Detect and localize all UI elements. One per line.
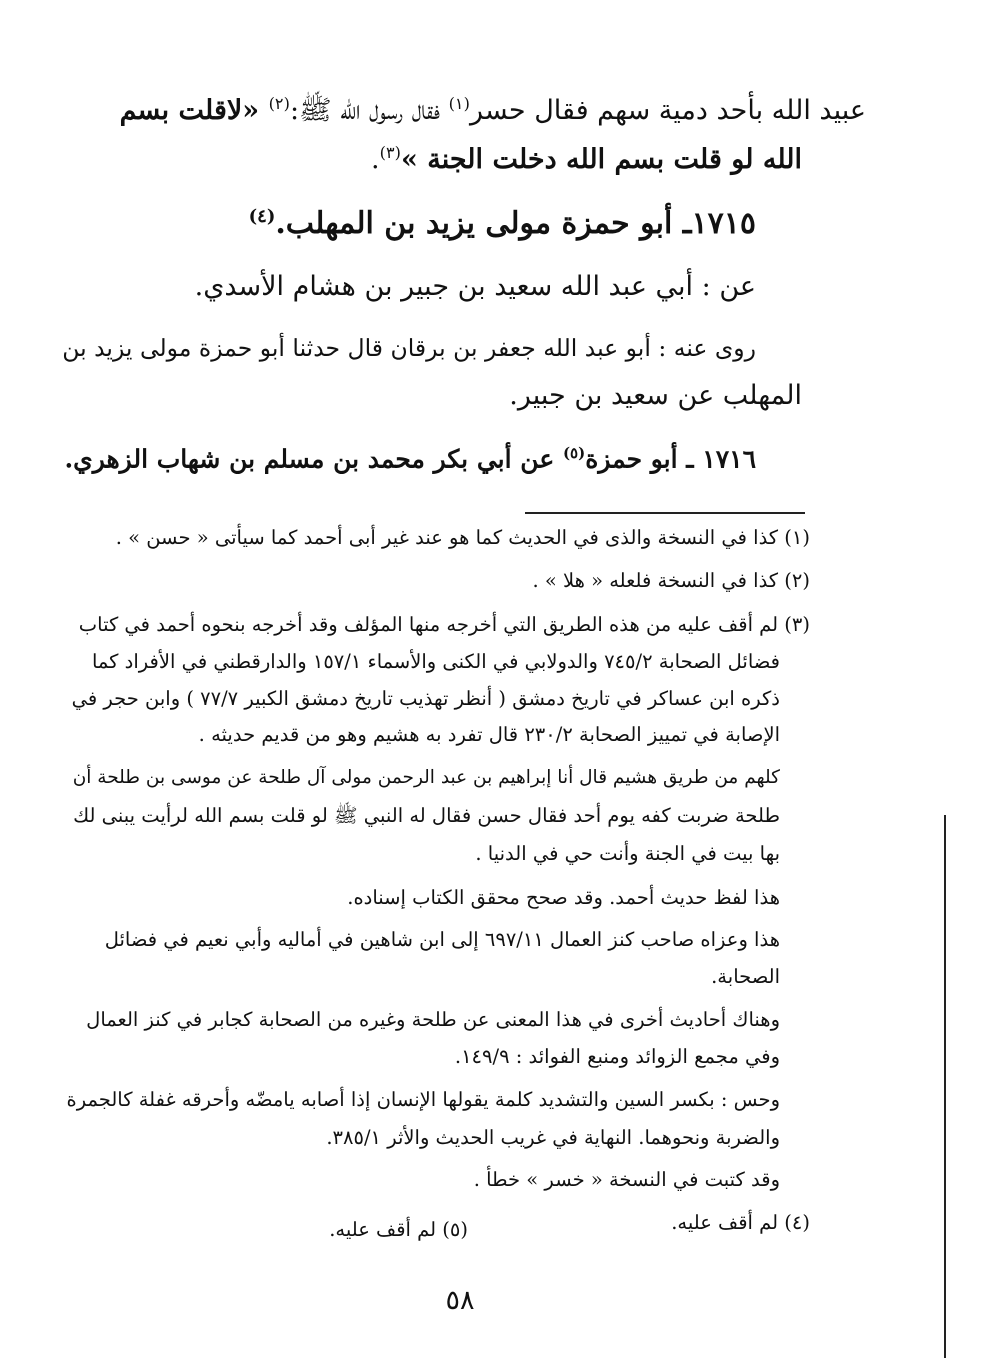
footnote-3-line-3: ذكره ابن عساكر في تاريخ دمشق ( أنظر تهذيب تاريخ دمشق الكبير ٧٧/٧ ) وابن حجر في [71,687,780,710]
footnote-ref: (٥) [562,444,586,462]
heading-text: ١٧١٥ـ أبو حمزة مولى يزيد بن المهلب. [275,206,756,241]
heading-text: ١٧١٦ ـ أبو حمزة [585,444,756,474]
footnote-separator [525,512,805,514]
footnote-ref: (٤) [248,206,276,227]
footnote-3-para-6-line-2: والضربة ونحوهما. النهاية في غريب الحديث والأثر ٣٨٥/١. [326,1126,780,1149]
footnote-3-para-6-line-1: وحس : بكسر السين والتشديد كلمة يقولها الإنسان إذا أصابه يامضّه وأحرقه غفلة كالجمرة [66,1088,780,1111]
footnote-3-para-4-line-1: هذا وعزاه صاحب كنز العمال ٦٩٧/١١ إلى ابن شاهين في أماليه وأبي نعيم في فضائل [104,928,780,951]
footnote-ref: (٢) [268,94,290,113]
footnote-3-para-4-line-2: الصحابة. [711,965,780,988]
footnote-4: (٤) لم أقف عليه. [671,1211,810,1234]
main-text-bold: «لاقلت بسم [119,95,269,126]
main-line-2 [371,143,802,176]
narrated-by-line-1: روى عنه : أبو عبد الله جعفر بن برقان قال حدثنا أبو حمزة مولى يزيد بن [62,334,756,362]
main-line-1 [120,94,866,127]
binding-edge-line [944,815,946,1358]
footnote-ref: (٣) [379,143,401,162]
footnote-3-para-2-line-1: كلهم من طريق هشيم قال أنا إبراهيم بن عبد الرحمن مولى آل طلحة عن موسى بن طلحة أن [72,767,780,788]
footnote-3-line-2: فضائل الصحابة ٧٤٥/٢ والدولابي في الكنى والأسماء ١٥٧/١ والدارقطني في الأفراد كما [91,650,780,673]
footnote-1: (١) كذا في النسخة والذى في الحديث كما هو عند غير أبى أحمد كما سيأتى « حسن » . [115,526,810,549]
narrated-by-line-2: المهلب عن سعيد بن جبير. [509,380,802,411]
entry-heading-1715 [249,206,756,241]
page-number: ٥٨ [445,1285,475,1316]
footnote-ref: (١) [448,94,470,113]
footnote-3-para-3: هذا لفظ حديث أحمد. وقد صحح محقق الكتاب إسناده. [347,886,780,909]
main-text: . [371,144,380,175]
entry-heading-1716 [64,444,756,473]
main-text: فقال رسول الله ﷺ: [289,95,449,126]
footnote-5: (٥) لم أقف عليه. [329,1218,468,1241]
footnote-3-line-1: (٣) لم أقف عليه من هذه الطريق التي أخرجه منها المؤلف وقد أخرجه بنحوه أحمد في كتاب [78,613,810,636]
footnote-3-para-2-line-2: طلحة ضربت كفه يوم أحد فقال حسن فقال له النبي ﷺ لو قلت بسم الله لرأيت يبنى لك [73,804,780,827]
footnote-3-para-2-line-3: بها بيت في الجنة وأنت حي في الدنيا . [475,842,780,865]
main-text: عبيد الله بأحد دمية سهم فقال حسر [469,95,866,126]
main-text-bold: الله لو قلت بسم الله دخلت الجنة » [400,144,802,175]
narrated-from: عن : أبي عبد الله سعيد بن جبير بن هشام الأسدي. [194,271,756,302]
footnote-3-para-5-line-2: وفي مجمع الزوائد ومنبع الفوائد : ١٤٩/٩. [454,1045,780,1068]
footnote-3-para-5-line-1: وهناك أحاديث أخرى في هذا المعنى عن طلحة وغيره من الصحابة كجابر في كنز العمال [86,1008,780,1031]
heading-text: عن أبي بكر محمد بن مسلم بن شهاب الزهري. [64,444,563,474]
footnote-3-para-7: وقد كتبت في النسخة « خسر » خطأ . [473,1168,780,1191]
footnote-2: (٢) كذا في النسخة فلعله « هلا » . [532,569,810,592]
footnote-3-line-4: الإصابة في تمييز الصحابة ٢٣٠/٢ قال تفرد به هشيم وهو من قديم حديثه . [198,723,780,746]
